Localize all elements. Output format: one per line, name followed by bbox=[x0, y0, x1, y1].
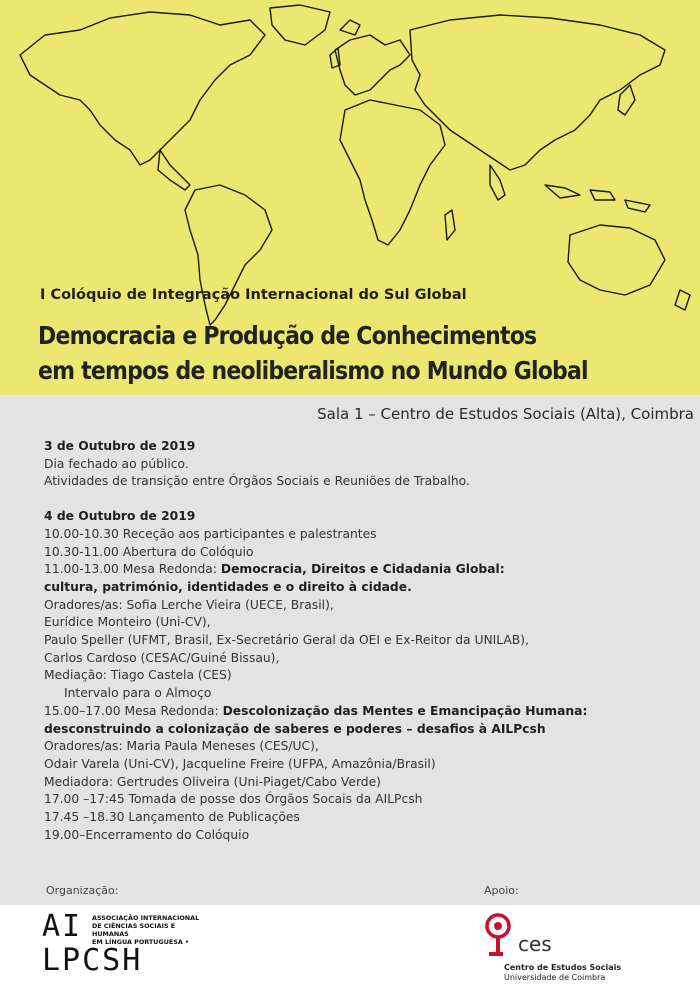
program-item: Carlos Cardoso (CESAC/Guiné Bissau), bbox=[44, 650, 280, 665]
ailpcsh-text-line: EM LÍNGUA PORTUGUESA • bbox=[92, 938, 190, 946]
venue: Sala 1 – Centro de Estudos Sociais (Alta), Coimbra bbox=[317, 405, 694, 423]
program-item bbox=[44, 579, 684, 597]
event-title bbox=[38, 318, 601, 388]
header-band bbox=[0, 0, 700, 395]
session-subtitle: desconstruindo a colonização de saberes e poderes – desafios à AILPcsh bbox=[44, 721, 546, 736]
day1-line: Atividades de transição entre Órgãos Sociais e Reuniões de Trabalho. bbox=[44, 474, 470, 489]
program-item: Oradores/as: Maria Paula Meneses (CES/UC), bbox=[44, 739, 319, 754]
world-map-illustration bbox=[0, 0, 700, 330]
program bbox=[44, 438, 684, 844]
program-item: Mediação: Tiago Castela (CES) bbox=[44, 668, 232, 683]
event-kicker: I Colóquio de Integração Internacional do Sul Global bbox=[40, 287, 467, 303]
event-title-line1: Democracia e Produção de Conhecimentos bbox=[38, 321, 537, 350]
program-item: Mediadora: Gertrudes Oliveira (Uni-Piaget/Cabo Verde) bbox=[44, 774, 381, 789]
ailpcsh-logo bbox=[42, 909, 202, 982]
program-item bbox=[44, 703, 684, 721]
session-title: Democracia, Direitos e Cidadania Global: bbox=[220, 562, 505, 577]
event-title-line2: em tempos de neoliberalismo no Mundo Global bbox=[38, 356, 588, 385]
program-item: 19.00–Encerramento do Colóquio bbox=[44, 827, 250, 842]
ailpcsh-text-line: ASSOCIAÇÃO INTERNACIONAL bbox=[92, 914, 200, 922]
support-label: Apoio: bbox=[484, 884, 519, 897]
program-item bbox=[44, 561, 684, 579]
session-title: Descolonização das Mentes e Emancipação Humana: bbox=[222, 703, 588, 718]
ces-logo bbox=[484, 908, 684, 986]
ailpcsh-text-line: DE CIÊNCIAS SOCIAIS E HUMANAS bbox=[92, 922, 176, 938]
program-item: 17.45 –18.30 Lançamento de Publicações bbox=[44, 810, 300, 825]
program-item: 10.00-10.30 Receção aos participantes e palestrantes bbox=[44, 526, 377, 541]
ailpcsh-logo-text bbox=[92, 914, 202, 946]
ces-logo-line2: Universidade de Coimbra bbox=[504, 973, 606, 982]
program-item: 10.30-11.00 Abertura do Colóquio bbox=[44, 544, 254, 559]
program-item: 17.00 –17:45 Tomada de posse dos Órgãos Socais da AILPcsh bbox=[44, 792, 423, 807]
program-item: Odair Varela (Uni-CV), Jacqueline Freire (UFPA, Amazônia/Brasil) bbox=[44, 756, 436, 771]
ces-logo-line1: Centro de Estudos Sociais bbox=[504, 963, 622, 972]
program-item: Intervalo para o Almoço bbox=[64, 686, 212, 701]
ailpcsh-logo-mark-top: AI bbox=[42, 909, 83, 944]
session-time: 15.00–17.00 Mesa Redonda: bbox=[44, 703, 223, 718]
day1-line: Dia fechado ao público. bbox=[44, 456, 189, 471]
ces-logo-word: ces bbox=[518, 932, 552, 956]
day1-date: 3 de Outubro de 2019 bbox=[44, 439, 196, 453]
session-time: 11.00-13.00 Mesa Redonda: bbox=[44, 562, 221, 577]
program-item: Oradores/as: Sofia Lerche Vieira (UECE, Brasil), bbox=[44, 597, 334, 612]
program-item: Eurídice Monteiro (Uni-CV), bbox=[44, 615, 211, 630]
day2-date: 4 de Outubro de 2019 bbox=[44, 509, 196, 524]
program-item: Paulo Speller (UFMT, Brasil, Ex-Secretário Geral da OEI e Ex-Reitor da UNILAB), bbox=[44, 633, 529, 648]
session-subtitle: cultura, património, identidades e o direito à cidade. bbox=[44, 579, 412, 594]
organization-label: Organização: bbox=[46, 884, 119, 897]
program-item bbox=[44, 721, 684, 739]
ailpcsh-logo-mark-bottom: LPCSH bbox=[42, 943, 143, 978]
